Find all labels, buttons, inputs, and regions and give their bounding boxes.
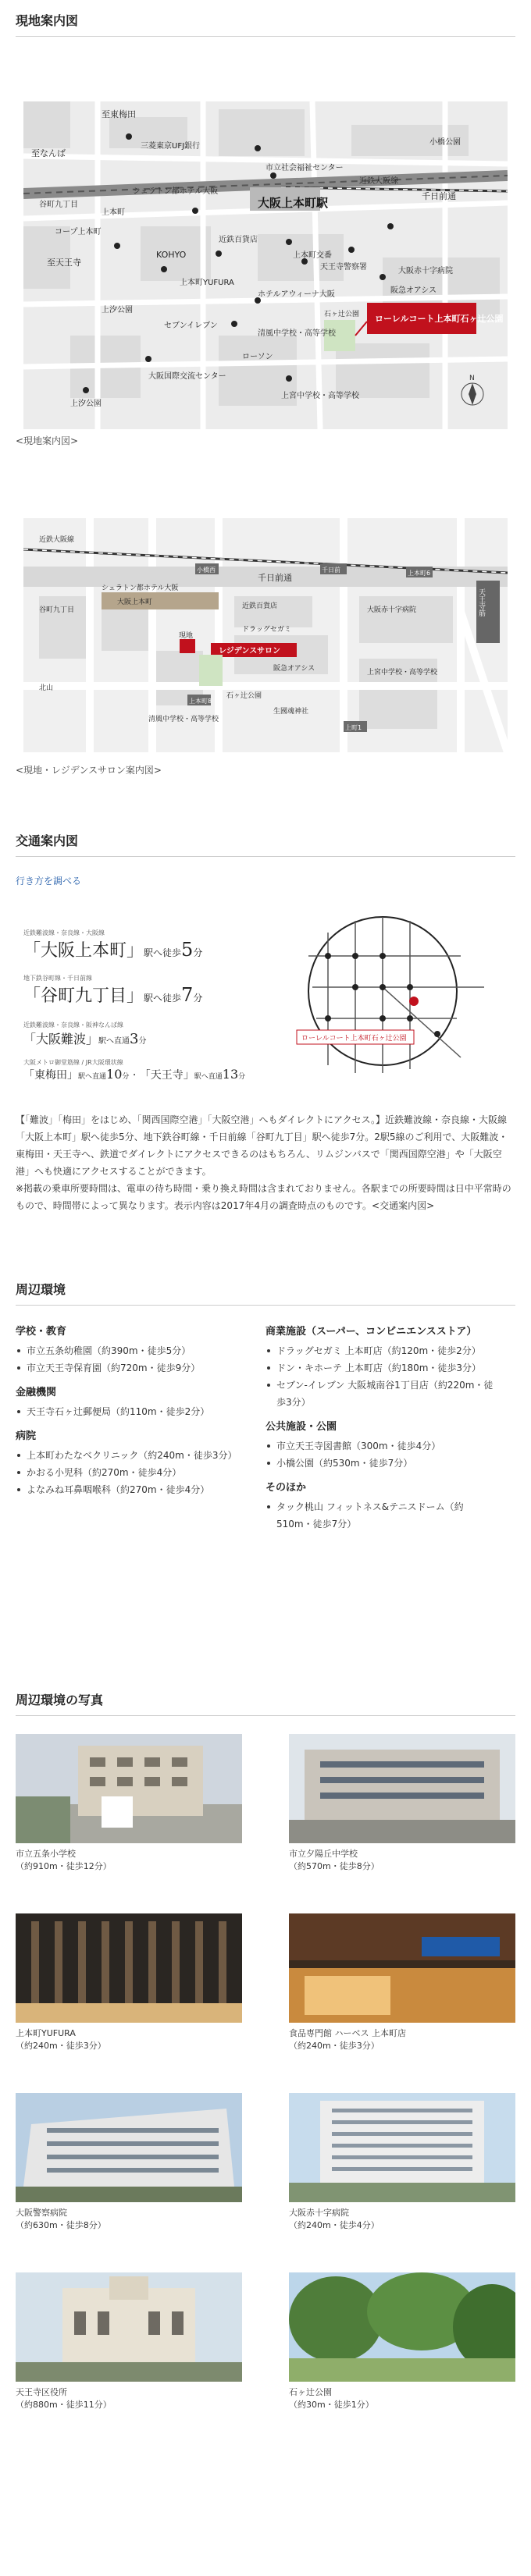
- label2-shitennoji: 生國魂神社: [273, 708, 309, 716]
- label2-kanko: 大阪赤十字病院: [367, 606, 417, 614]
- label-police: 天王寺警察署: [320, 263, 367, 272]
- label-kintetsu-dept: 近鉄百貨店: [219, 236, 258, 244]
- access-paragraph: 【「難波」「梅田」をはじめ、「関西国際空港」「大阪空港」へもダイレクトにアクセス。】近鉄難波線・奈良線・大阪線「大阪上本町」駅へ徒歩5分、地下鉄谷町線・千日前線「谷町九丁目」駅へ徒歩7分。2駅5線のご利用で、大阪難波・東梅田・天王寺へ、鉄道でダイレクトにアクセスできるのはもちろん、リムジンバスで「関西国際空港」や「大阪空港」へも快適にアクセスすることができます。: [16, 1114, 508, 1177]
- salon-map-graphic: [23, 518, 508, 752]
- label2-uehommachi: 大阪上本町: [117, 599, 153, 606]
- env-right-0-title: 商業施設（スーパー、コンビニエンスストア）: [266, 1326, 477, 1338]
- photo-dist: （約240m・徒歩4分）: [289, 2220, 380, 2230]
- env-left-0-title: 学校・教育: [16, 1326, 67, 1338]
- label2-kitsu: 北山: [39, 684, 54, 692]
- env-right-1-title: 公共施設・公園: [266, 1421, 337, 1433]
- label-ueshio-park: 上汐公園: [102, 306, 133, 314]
- photo-card[interactable]: [16, 1913, 242, 2052]
- label-yufura: 上本町YUFURA: [180, 279, 234, 287]
- line-umeda-tennoji: 大阪メトロ御堂筋線 / JR大阪環状線 「東梅田」駅へ直通10分 · 「天王寺」駅へ直通13分: [23, 1059, 246, 1082]
- label-kintetsu: 近鉄大阪線: [359, 177, 398, 186]
- label2-tanimachi9: 谷町九丁目: [39, 606, 75, 614]
- label-tanimachi9: 谷町九丁目: [39, 201, 78, 209]
- label2-tennoji-ave: 天王寺筋: [477, 588, 485, 616]
- env-left-2-title: 病院: [16, 1430, 37, 1442]
- label2-sennichimae: 千日前: [322, 567, 340, 574]
- photo-card[interactable]: [16, 2093, 242, 2232]
- park-2: [199, 655, 223, 686]
- env-item: タック桃山 フィットネス&テニスドーム（約510m・徒歩7分）: [266, 1498, 500, 1533]
- label2-salon: レジデンスサロン: [219, 647, 281, 656]
- env-item: かおる小児科（約270m・徒歩4分）: [16, 1464, 250, 1481]
- label2-seifuu: 清風中学校・高等学校: [148, 716, 219, 723]
- label-welfare: 市立社会福祉センター: [266, 164, 344, 172]
- env-item: ドラッグセガミ 上本町店（約120m・徒歩2分）: [266, 1342, 500, 1359]
- photo-card[interactable]: [289, 1913, 515, 2052]
- label2-oasis: 阪急オアシス: [273, 665, 315, 673]
- label2-ishigatsuji: 石ヶ辻公園: [226, 692, 262, 700]
- photo-dist: （約30m・徒歩1分）: [289, 2400, 374, 2410]
- env-item: 天王寺石ヶ辻郵便局（約110m・徒歩2分）: [16, 1403, 250, 1420]
- photo-name: 食品専門館 ハーベス 上本町店: [289, 2028, 406, 2038]
- label-koban: 上本町交番: [293, 251, 332, 260]
- label2-ue8: 上本町8: [189, 698, 212, 705]
- label2-drug: ドラッグセガミ: [242, 626, 291, 634]
- label-property: ローレルコート上本町石ヶ辻公園: [375, 314, 504, 324]
- salon-caption: <現地・レジデンスサロン案内図>: [16, 765, 162, 776]
- label-namba: 至なんば: [31, 148, 66, 158]
- photo-dist: （約630m・徒歩8分）: [16, 2220, 106, 2230]
- photo-name: 上本町YUFURA: [16, 2028, 76, 2038]
- label2-ue6: 上本町6: [408, 570, 431, 577]
- label-station: 大阪上本町駅: [258, 196, 329, 210]
- label-kiyo: 清風中学校・高等学校: [258, 329, 336, 338]
- photo-redcross: [289, 2093, 515, 2202]
- photo-dist: （約240m・徒歩3分）: [16, 2041, 106, 2051]
- env-left-1-title: 金融機関: [16, 1387, 57, 1398]
- map-section-title: 現地案内図: [16, 11, 515, 37]
- photo-name: 市立五条小学校: [16, 1849, 76, 1859]
- photo-card[interactable]: [289, 1734, 515, 1873]
- photo-dist: （約910m・徒歩12分）: [16, 1861, 112, 1871]
- label-ueno: 上宮中学校・高等学校: [281, 392, 359, 400]
- env-left-column: [16, 1316, 250, 1498]
- line-namba: 近鉄難波線・奈良線・阪神なんば線 「大阪難波」駅へ直通3分: [23, 1022, 147, 1047]
- svg-text:N: N: [469, 375, 475, 382]
- salon-map[interactable]: [23, 518, 508, 752]
- line-uehommachi: 近鉄難波線・奈良線・大阪線 「大阪上本町」駅へ徒歩5分: [23, 929, 203, 961]
- photo-police-hospital: [16, 2093, 242, 2202]
- route-diagram-graphic: [281, 909, 508, 1089]
- location-map-graphic: [23, 101, 508, 429]
- label2-property: 現地: [179, 632, 194, 640]
- photo-card[interactable]: [289, 2093, 515, 2232]
- label-seven: セブンイレブン: [164, 322, 218, 330]
- label-oasis: 阪急オアシス: [390, 286, 437, 295]
- photo-name: 大阪警察病院: [16, 2208, 67, 2218]
- label2-ueno: 上宮中学校・高等学校: [367, 669, 438, 677]
- label2-kintetsu-dept: 近鉄百貨店: [242, 602, 278, 610]
- label-kanko-hospital: 大阪赤十字病院: [398, 267, 453, 275]
- diagram-property-label: ローレルコート上本町石ヶ辻公園: [301, 1035, 407, 1043]
- access-note: ※掲載の乗車所要時間は、電車の待ち時間・乗り換え時間は含まれておりません。各駅までの所要時間は日中平常時のもので、時間帯によって異なります。表示内容は2017年4月の調査時点のものです。<交通案内図>: [16, 1183, 511, 1211]
- env-item: 市立天王寺保育園（約720m・徒歩9分）: [16, 1359, 250, 1377]
- label2-ue1: 上町1: [345, 724, 362, 731]
- label-uehonmachi: 上本町: [102, 208, 125, 217]
- photo-yufura: [16, 1913, 242, 2023]
- env-right-column: [266, 1316, 500, 1533]
- transport-title: 交通案内図: [16, 831, 515, 857]
- photo-card[interactable]: [16, 1734, 242, 1873]
- label-umeda: 至東梅田: [102, 109, 136, 119]
- photo-school: [16, 1734, 242, 1843]
- label-coop: コープ上本町: [55, 228, 102, 236]
- photo-ward-office: [16, 2272, 242, 2382]
- label-mufg: 三菱東京UFJ銀行: [141, 142, 201, 151]
- photo-name: 市立夕陽丘中学校: [289, 1849, 358, 1859]
- photos-title: 周辺環境の写真: [16, 1690, 515, 1716]
- photo-card[interactable]: [289, 2272, 515, 2411]
- photo-name: 大阪赤十字病院: [289, 2208, 349, 2218]
- location-map[interactable]: [23, 101, 508, 429]
- photo-dist: （約880m・徒歩11分）: [16, 2400, 112, 2410]
- photo-dist: （約570m・徒歩8分）: [289, 1861, 380, 1871]
- label-ishigatsuji: 石ヶ辻公園: [324, 311, 360, 318]
- env-item: よなみね耳鼻咽喉科（約270m・徒歩4分）: [16, 1481, 250, 1498]
- label2-senda: 千日前通: [258, 573, 292, 583]
- photo-card[interactable]: [16, 2272, 242, 2411]
- line-tanimachi: 地下鉄谷町線・千日前線 「谷町九丁目」駅へ徒歩7分: [23, 975, 203, 1006]
- photo-name: 天王寺区役所: [16, 2387, 67, 2397]
- env-item: 市立天王寺図書館（300m・徒歩4分）: [266, 1437, 500, 1455]
- label-senda: 千日前通: [422, 191, 456, 201]
- route-search-link[interactable]: 行き方を調べる: [16, 876, 82, 886]
- label-kokusai: 大阪国際交流センター: [148, 372, 226, 381]
- label-ueshio: 上汐公園: [70, 400, 102, 408]
- env-item: 小橋公園（約530m・徒歩7分）: [266, 1455, 500, 1472]
- label2-kobashi: 小橋西: [197, 567, 216, 574]
- label2-sheraton: シェラトン都ホテル大阪: [102, 584, 179, 592]
- env-item: 市立五条幼稚園（約390m・徒歩5分）: [16, 1342, 250, 1359]
- photo-dist: （約240m・徒歩3分）: [289, 2041, 380, 2051]
- label-kohyo: KOHYO: [156, 250, 187, 260]
- label-lawson: ローソン: [242, 353, 273, 361]
- property-marker-2: [180, 639, 195, 653]
- photo-jhs: [289, 1734, 515, 1843]
- route-diagram: [281, 909, 508, 1089]
- label-tennoji: 至天王寺: [47, 258, 81, 268]
- photo-park: [289, 2272, 515, 2382]
- env-title: 周辺環境: [16, 1280, 515, 1306]
- label2-kintetsu-line: 近鉄大阪線: [39, 536, 75, 544]
- env-item: ドン・キホーテ 上本町店（約180m・徒歩3分）: [266, 1359, 500, 1377]
- label-hotel: ホテルアウィーナ大阪: [258, 290, 335, 299]
- env-item: 上本町わたなべクリニック（約240m・徒歩3分）: [16, 1447, 250, 1464]
- photo-harves: [289, 1913, 515, 2023]
- map-caption: <現地案内図>: [16, 435, 79, 446]
- label-sheraton: シェラトン都ホテル大阪: [133, 187, 219, 196]
- label-kubo: 小橋公園: [429, 138, 461, 147]
- env-item: セブン-イレブン 大阪城南谷1丁目店（約220m・徒歩3分）: [266, 1377, 500, 1411]
- photo-name: 石ヶ辻公園: [289, 2387, 332, 2397]
- env-right-2-title: そのほか: [266, 1482, 307, 1494]
